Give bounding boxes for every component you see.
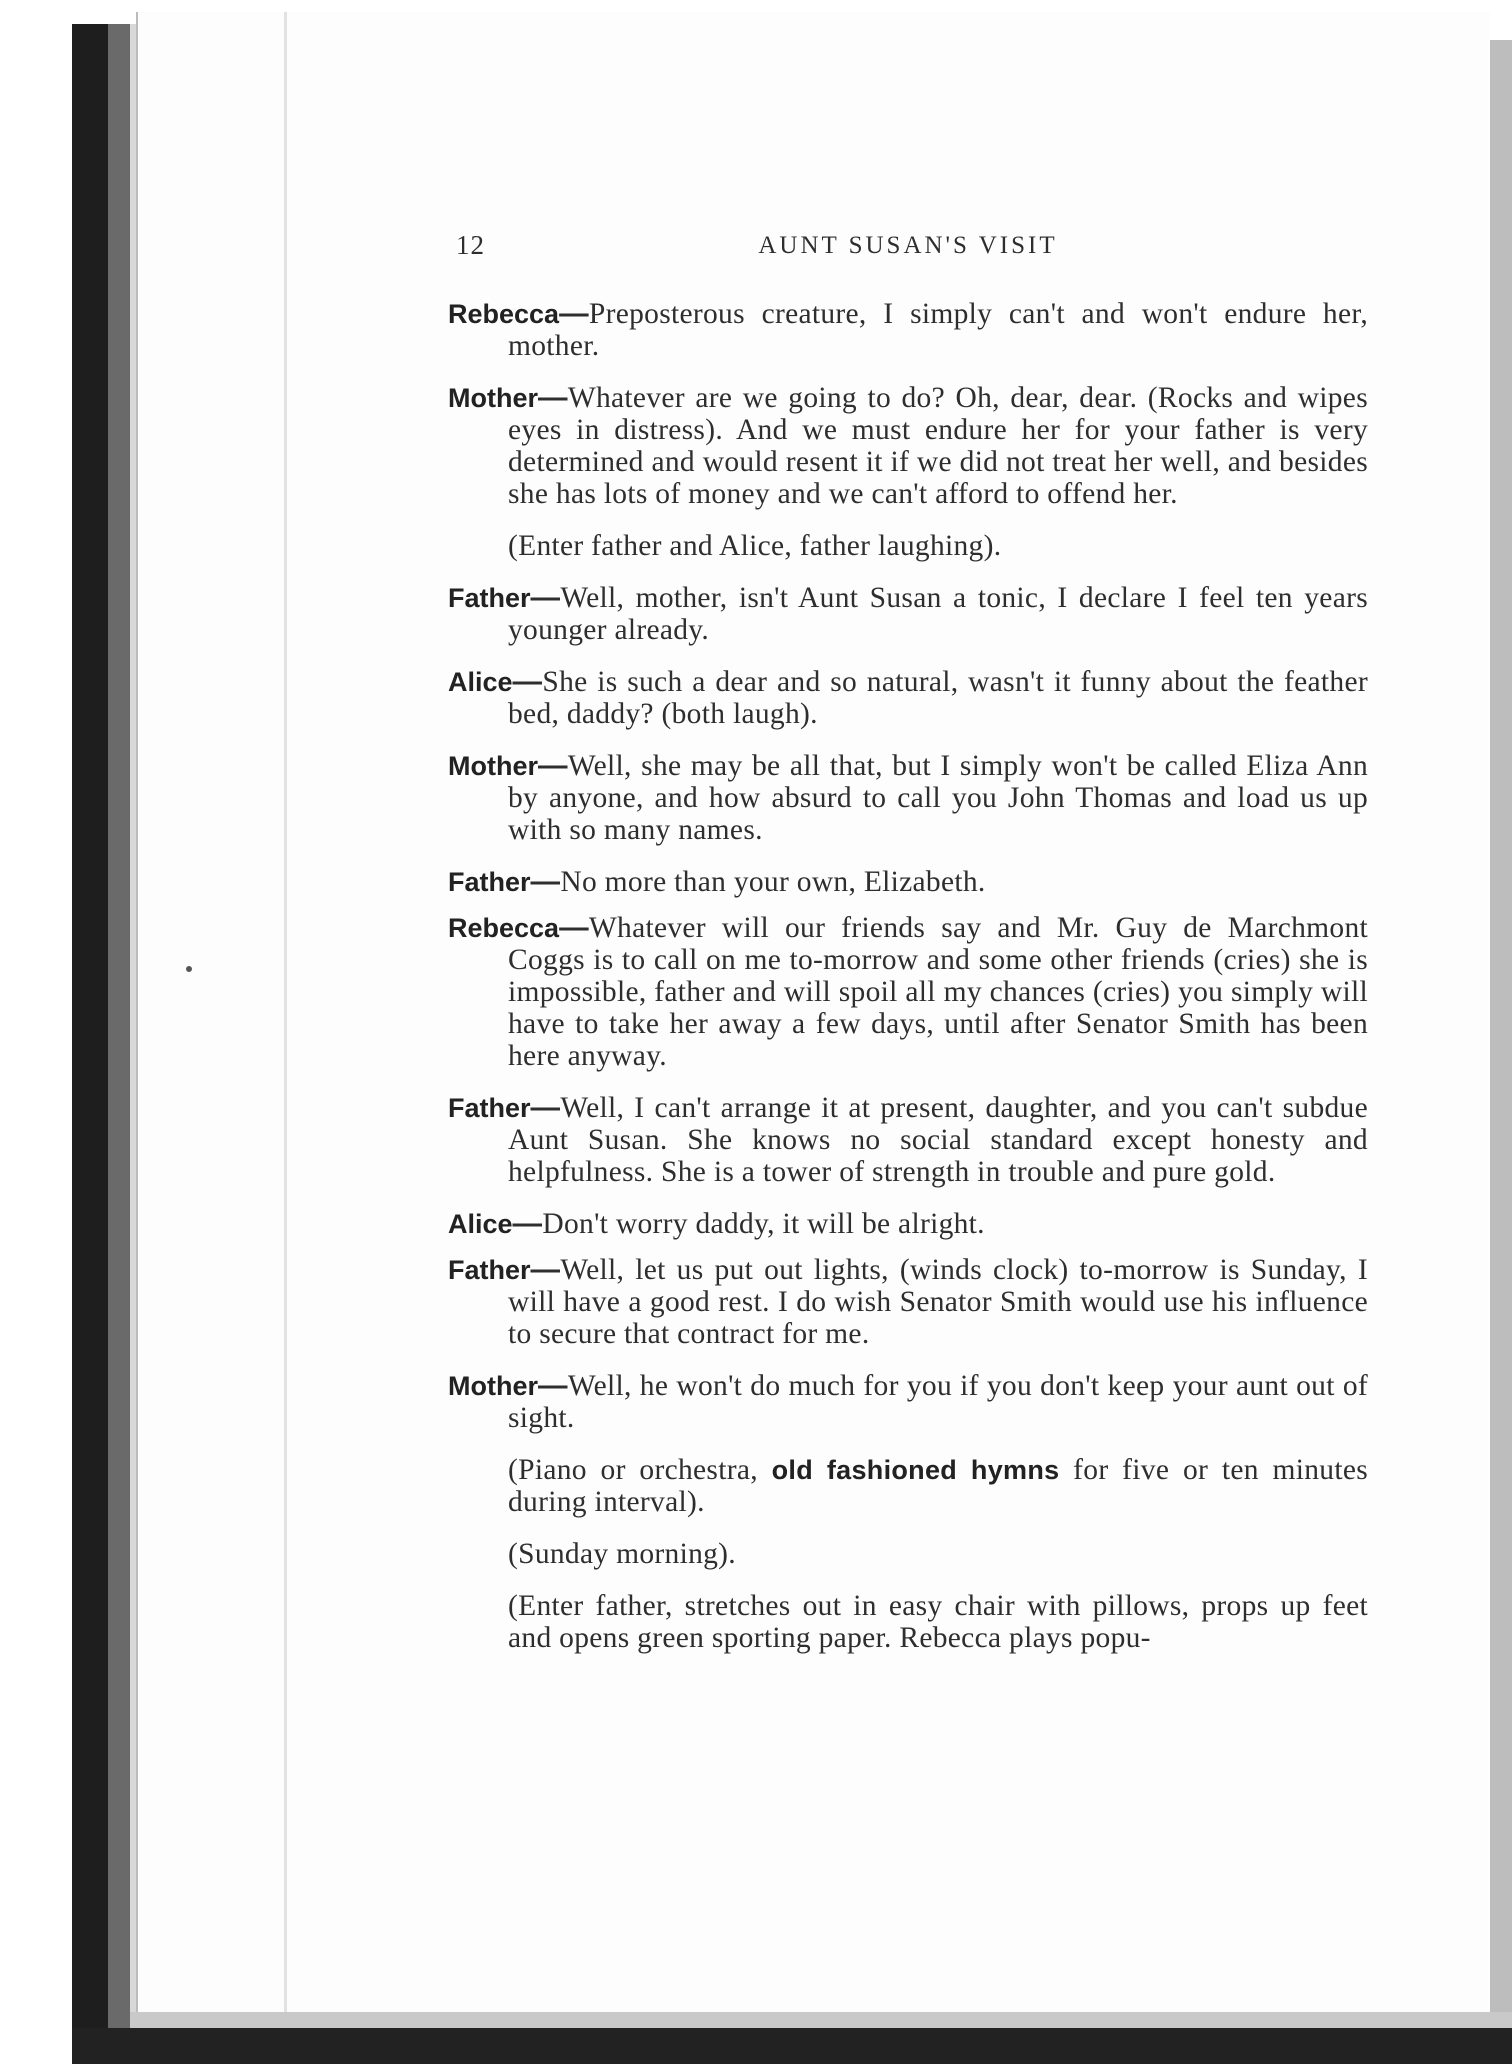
stage-direction bbox=[448, 1454, 1368, 1518]
dialogue-line: Mother—Well, she may be all that, but I simply won't be called Eliza Ann by anyone, and how absurd to call you John Thomas and load us up with so many names. bbox=[448, 749, 1368, 846]
dialogue-line: Alice—She is such a dear and so natural, wasn't it funny about the feather bed, daddy? (both laugh). bbox=[448, 665, 1368, 730]
page-header bbox=[448, 230, 1368, 270]
speaker-name: Mother bbox=[448, 751, 538, 781]
bottom-page-stack bbox=[130, 2012, 1512, 2028]
dialogue-line: Father—Well, I can't arrange it at present, daughter, and you can't subdue Aunt Susan. She knows no social standard except honesty and helpfulness. She is a tower of strength in trouble and pure gold. bbox=[448, 1091, 1368, 1188]
dialogue-line: Father—Well, mother, isn't Aunt Susan a tonic, I declare I feel ten years younger already. bbox=[448, 581, 1368, 646]
ink-speck bbox=[186, 966, 192, 972]
dialogue-line: Alice—Don't worry daddy, it will be alright. bbox=[448, 1207, 985, 1240]
stage-text: for five or ten minutes during interval). bbox=[508, 1454, 1368, 1518]
speaker-name: Father bbox=[448, 583, 531, 613]
book-spine-shadow bbox=[72, 24, 108, 2044]
speaker-name: Mother bbox=[448, 1371, 538, 1401]
dialogue-text: Well, mother, isn't Aunt Susan a tonic, I declare I feel ten years younger already. bbox=[508, 582, 1368, 646]
dialogue-text: Well, I can't arrange it at present, daughter, and you can't subdue Aunt Susan. She knows no social standard except honesty and helpfulness. She is a tower of strength in trouble and pure gold. bbox=[508, 1092, 1368, 1188]
speaker-name: Father bbox=[448, 867, 531, 897]
speaker-name: Rebecca bbox=[448, 913, 560, 943]
dialogue-text: Well, let us put out lights, (winds clock) to-morrow is Sunday, I will have a good rest. I do wish Senator Smith would use his influence to secure that contract for me. bbox=[508, 1254, 1368, 1350]
stage-direction: (Sunday morning). bbox=[508, 1538, 736, 1570]
book-binding bbox=[108, 24, 130, 2044]
speaker-name: Alice bbox=[448, 1209, 513, 1239]
dialogue-text: Whatever will our friends say and Mr. Guy de Marchmont Coggs is to call on me to-morrow and some other friends (cries) she is impossible, father and will spoil all my chances (cries) you simply will have to take her away a few days, until after Senator Smith has been here anyway. bbox=[508, 912, 1368, 1072]
speaker-name: Mother bbox=[448, 383, 538, 413]
page-number: 12 bbox=[456, 230, 485, 260]
speaker-name: Father bbox=[448, 1255, 531, 1285]
script-body bbox=[448, 298, 1368, 1674]
dialogue-line: Mother—Whatever are we going to do? Oh, dear, dear. (Rocks and wipes eyes in distress). And we must endure her for your father is very determined and would resent it if we did not treat her well, and besides she has lots of money and we can't afford to offend her. bbox=[448, 381, 1368, 510]
dialogue-line: Father—Well, let us put out lights, (winds clock) to-morrow is Sunday, I will have a good rest. I do wish Senator Smith would use his influence to secure that contract for me. bbox=[448, 1253, 1368, 1350]
dialogue-line: Rebecca—Whatever will our friends say and Mr. Guy de Marchmont Coggs is to call on me to-morrow and some other friends (cries) she is impossible, father and will spoil all my chances (cries) you simply will have to take her away a few days, until after Senator Smith has been here anyway. bbox=[448, 911, 1368, 1072]
dialogue-line: Rebecca—Preposterous creature, I simply can't and won't endure her, mother. bbox=[448, 297, 1368, 362]
dialogue-text: Whatever are we going to do? Oh, dear, dear. (Rocks and wipes eyes in distress). And we must endure her for your father is very determined and would resent it if we did not treat her well, and besides she has lots of money and we can't afford to offend her. bbox=[508, 382, 1368, 510]
page-fold-line bbox=[284, 12, 287, 2012]
speaker-name: Father bbox=[448, 1093, 531, 1123]
dialogue-line: Mother—Well, he won't do much for you if you don't keep your aunt out of sight. bbox=[448, 1369, 1368, 1434]
right-page-edge bbox=[1488, 40, 1512, 2030]
dialogue-line: Father—No more than your own, Elizabeth. bbox=[448, 865, 986, 898]
dialogue-text: Well, he won't do much for you if you don't keep your aunt out of sight. bbox=[508, 1370, 1368, 1434]
stage-text: (Piano or orchestra, bbox=[508, 1454, 758, 1486]
stage-direction: (Enter father and Alice, father laughing). bbox=[508, 530, 1002, 562]
bottom-edge bbox=[72, 2028, 1512, 2064]
speaker-name: Rebecca bbox=[448, 299, 560, 329]
running-title: AUNT SUSAN'S VISIT bbox=[758, 232, 1058, 259]
stage-emphasis: old fashioned hymns bbox=[771, 1455, 1060, 1485]
stage-direction: (Enter father, stretches out in easy chair with pillows, props up feet and opens green sporting paper. Rebecca plays popu- bbox=[508, 1590, 1368, 1654]
dialogue-text: No more than your own, Elizabeth. bbox=[560, 866, 986, 898]
speaker-name: Alice bbox=[448, 667, 513, 697]
dialogue-text: Well, she may be all that, but I simply won't be called Eliza Ann by anyone, and how absurd to call you John Thomas and load us up with so many names. bbox=[508, 750, 1368, 846]
dialogue-text: Don't worry daddy, it will be alright. bbox=[542, 1208, 985, 1240]
dialogue-text: She is such a dear and so natural, wasn't it funny about the feather bed, daddy? (both laugh). bbox=[508, 666, 1368, 730]
dialogue-text: Preposterous creature, I simply can't and won't endure her, mother. bbox=[508, 298, 1368, 362]
